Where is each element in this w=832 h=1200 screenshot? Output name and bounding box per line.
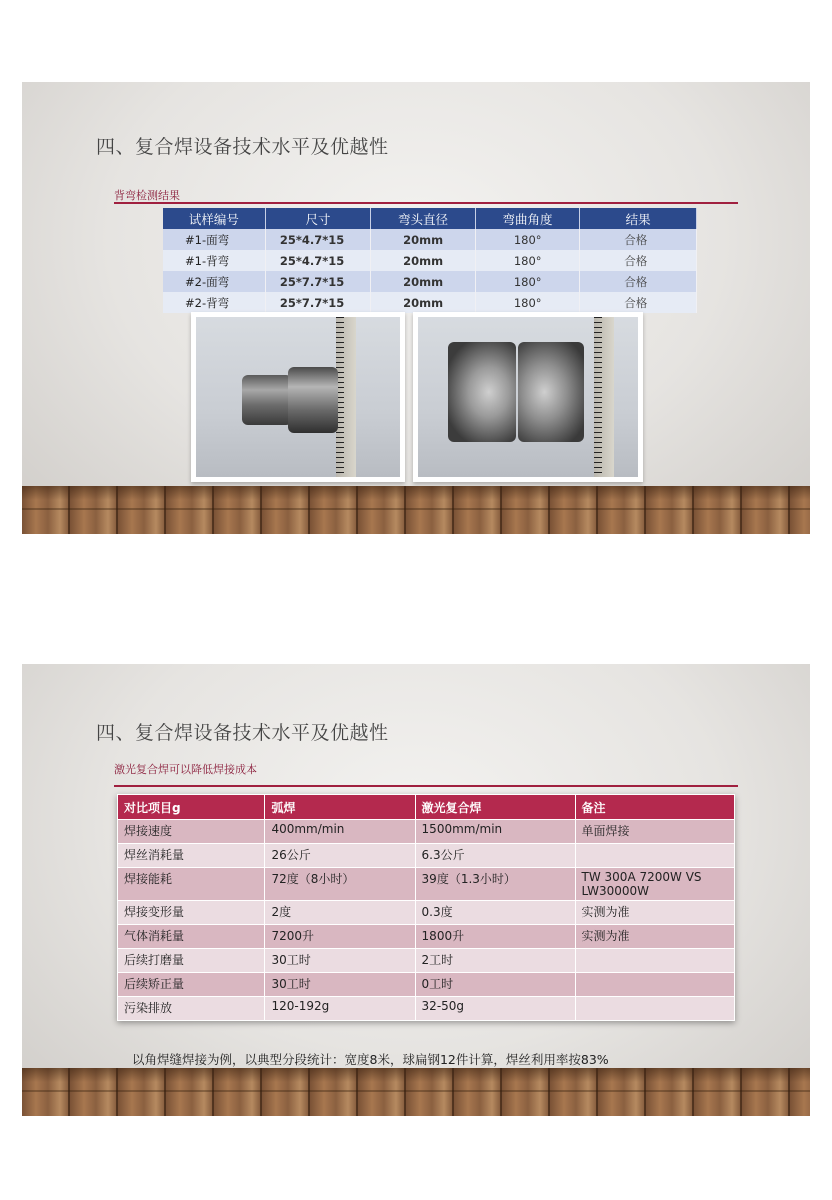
slide-title: 四、复合焊设备技术水平及优越性: [96, 136, 389, 158]
table-cell: 72度（8小时）: [265, 868, 415, 901]
slide-subtitle: 背弯检测结果: [114, 189, 180, 202]
table-cell: [575, 844, 734, 868]
photo-image: [196, 317, 400, 477]
table-cell: [575, 973, 734, 997]
slide-title: 四、复合焊设备技术水平及优越性: [96, 722, 389, 744]
table-cell: #1-面弯: [163, 229, 266, 250]
ruler-graphic: [594, 317, 614, 477]
specimen-large: [288, 367, 338, 433]
table-cell: 合格: [580, 229, 697, 250]
table-cell: 后续打磨量: [118, 949, 265, 973]
table-cell: 25*7.7*15: [266, 271, 371, 292]
cost-comparison-table: [117, 794, 735, 1021]
header-cell: 激光复合焊: [415, 795, 575, 820]
table-row: [118, 925, 735, 949]
bend-test-table: [163, 208, 697, 313]
title-rule: [114, 202, 738, 204]
table-cell: 20mm: [371, 271, 476, 292]
table-cell: 实测为准: [575, 901, 734, 925]
title-rule: [114, 785, 738, 787]
table-cell: 1800升: [415, 925, 575, 949]
footnote: 以角焊缝焊接为例，以典型分段统计：宽度8米，球扁钢12件计算，焊丝利用率按83%: [132, 1052, 609, 1067]
table-cell: 焊接变形量: [118, 901, 265, 925]
table-cell: 180°: [476, 271, 580, 292]
table-cell: 20mm: [371, 292, 476, 313]
table-cell: 26公斤: [265, 844, 415, 868]
table-cell: #2-背弯: [163, 292, 266, 313]
header-cell: 弯曲角度: [476, 208, 580, 229]
ruler-graphic: [336, 317, 356, 477]
table-cell: 25*4.7*15: [266, 250, 371, 271]
header-cell: 弯头直径: [371, 208, 476, 229]
table-cell: 20mm: [371, 229, 476, 250]
table-cell: 2工时: [415, 949, 575, 973]
table-cell: 400mm/min: [265, 820, 415, 844]
header-cell: 对比项目g: [118, 795, 265, 820]
table-cell: TW 300A 7200W VS LW30000W: [575, 868, 734, 901]
slide-subtitle: 激光复合焊可以降低焊接成本: [114, 763, 257, 776]
table-row: [118, 844, 735, 868]
table-cell: 30工时: [265, 973, 415, 997]
table-row: [118, 973, 735, 997]
table-cell: 污染排放: [118, 997, 265, 1021]
table-cell: 焊丝消耗量: [118, 844, 265, 868]
table-cell: 25*7.7*15: [266, 292, 371, 313]
table-cell: 合格: [580, 250, 697, 271]
specimen-half-right: [518, 342, 584, 442]
table-header-row: [163, 208, 697, 229]
table-header-row: [118, 795, 735, 820]
header-cell: 试样编号: [163, 208, 266, 229]
specimen-half-left: [448, 342, 516, 442]
table-cell: 气体消耗量: [118, 925, 265, 949]
table-cell: #2-面弯: [163, 271, 266, 292]
specimen-photo-right: [413, 312, 643, 482]
table-cell: 30工时: [265, 949, 415, 973]
specimen-photo-left: [191, 312, 405, 482]
table-row: [118, 997, 735, 1021]
table-cell: 7200升: [265, 925, 415, 949]
wood-floor: [22, 1068, 810, 1116]
table-cell: 180°: [476, 292, 580, 313]
table-cell: 0.3度: [415, 901, 575, 925]
header-cell: 结果: [580, 208, 697, 229]
table-cell: 合格: [580, 271, 697, 292]
table-cell: 0工时: [415, 973, 575, 997]
table-row: [163, 250, 697, 271]
table-row: [163, 292, 697, 313]
table-row: [163, 271, 697, 292]
table-cell: 2度: [265, 901, 415, 925]
wood-floor: [22, 486, 810, 534]
table-cell: 1500mm/min: [415, 820, 575, 844]
table-row: [118, 820, 735, 844]
table-row: [118, 949, 735, 973]
slide-bend-test: [22, 82, 810, 534]
table-cell: 焊接速度: [118, 820, 265, 844]
table-row: [118, 868, 735, 901]
header-cell: 尺寸: [266, 208, 371, 229]
table-cell: 39度（1.3小时）: [415, 868, 575, 901]
slide-cost-comparison: [22, 664, 810, 1116]
header-cell: 备注: [575, 795, 734, 820]
table-cell: 180°: [476, 250, 580, 271]
table-cell: 180°: [476, 229, 580, 250]
table-cell: 单面焊接: [575, 820, 734, 844]
table-row: [163, 229, 697, 250]
table-cell: #1-背弯: [163, 250, 266, 271]
table-cell: [575, 997, 734, 1021]
table-cell: 20mm: [371, 250, 476, 271]
table-cell: 25*4.7*15: [266, 229, 371, 250]
table-cell: 6.3公斤: [415, 844, 575, 868]
table-cell: 实测为准: [575, 925, 734, 949]
table-cell: 后续矫正量: [118, 973, 265, 997]
table-cell: 焊接能耗: [118, 868, 265, 901]
table-row: [118, 901, 735, 925]
specimen-small: [242, 375, 292, 425]
header-cell: 弧焊: [265, 795, 415, 820]
table-cell: 32-50g: [415, 997, 575, 1021]
table-cell: 120-192g: [265, 997, 415, 1021]
table-cell: [575, 949, 734, 973]
photo-image: [418, 317, 638, 477]
table-cell: 合格: [580, 292, 697, 313]
